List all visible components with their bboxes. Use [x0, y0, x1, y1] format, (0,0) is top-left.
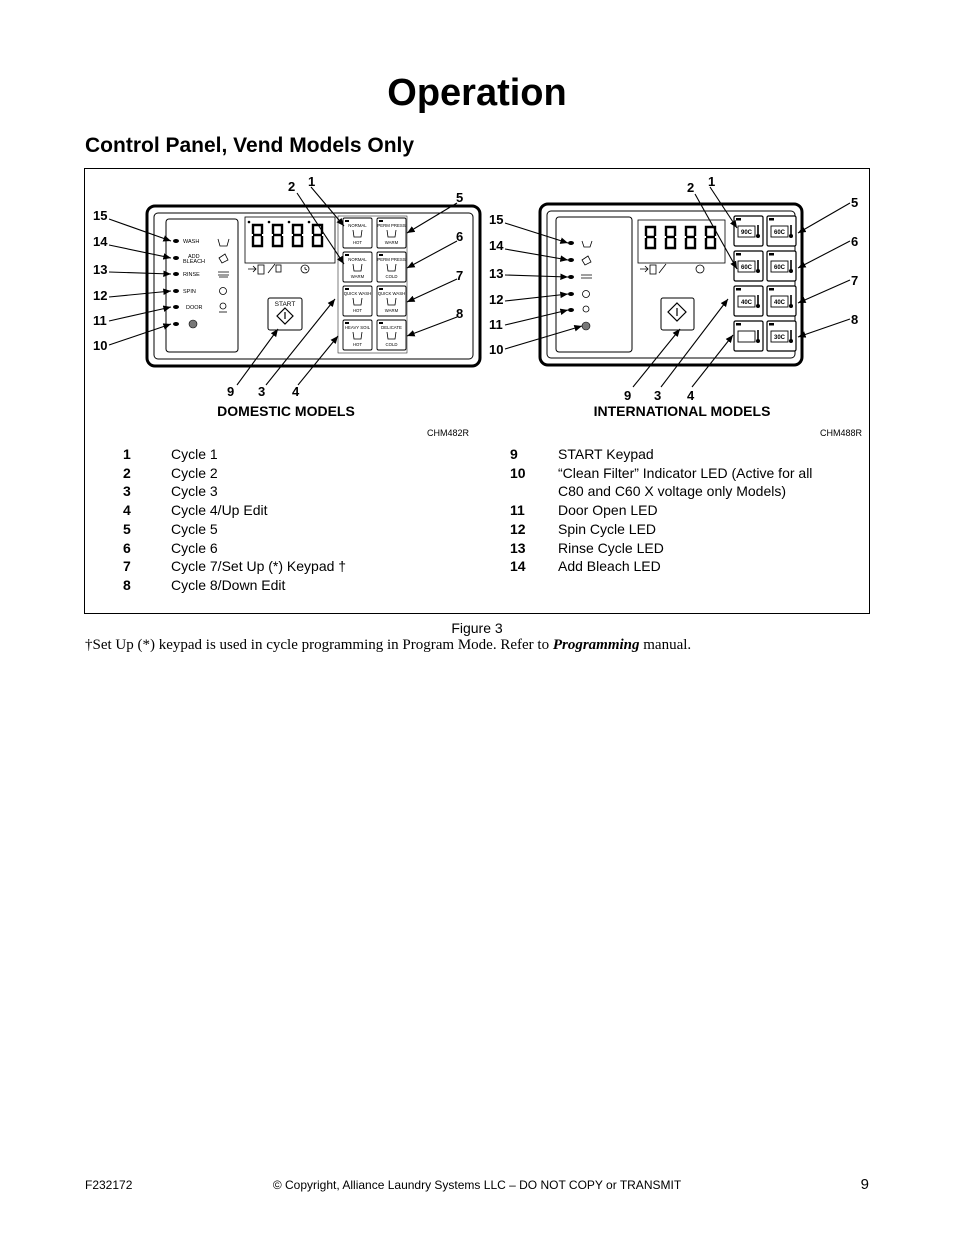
footer-doc-id: F232172 [85, 1178, 133, 1192]
keypad-temperature: WARM [384, 308, 399, 313]
keypad-cycle-name: HEAVY SOIL [344, 325, 371, 330]
legend-item [123, 464, 483, 483]
callout-12: 12 [93, 288, 108, 303]
international-cycle-keypad-3[interactable] [734, 251, 763, 281]
domestic-models-label: DOMESTIC MODELS [217, 403, 355, 419]
legend-number: 14 [510, 558, 526, 575]
keypad-cycle-name: PERM PRESS [377, 223, 406, 228]
domestic-start-button[interactable] [268, 298, 302, 330]
legend-text: Cycle 3 [171, 483, 218, 500]
callout-11: 11 [93, 313, 107, 328]
callout-3: 3 [258, 384, 266, 399]
legend-text: Add Bleach LED [558, 558, 661, 575]
callout-14-intl: 14 [489, 238, 504, 253]
legend-item [123, 557, 483, 576]
callout-7: 7 [456, 268, 464, 283]
callout-2: 2 [288, 179, 296, 194]
callout-5: 5 [456, 190, 464, 205]
callout-9-intl: 9 [624, 388, 632, 403]
page-title: Operation [387, 72, 567, 114]
keypad-temperature: HOT [352, 308, 363, 313]
legend-number: 9 [510, 446, 518, 462]
legend-item [123, 445, 483, 464]
callout-8-intl: 8 [851, 312, 859, 327]
callout-8: 8 [456, 306, 464, 321]
domestic-cycle-keypad-5[interactable] [343, 286, 372, 316]
led-label-door: DOOR [186, 305, 203, 311]
footer-copyright: © Copyright, Alliance Laundry Systems LLC – DO NOT COPY or TRANSMIT [272, 1178, 682, 1192]
domestic-cycle-keypad-1[interactable] [343, 218, 372, 248]
callout-13: 13 [93, 262, 108, 277]
international-start-button[interactable] [661, 298, 694, 330]
led-label-bleach: BLEACH [183, 259, 206, 265]
legend-number: 4 [123, 502, 131, 519]
legend-number: 10 [510, 464, 526, 481]
legend-text: Cycle 4/Up Edit [171, 502, 268, 519]
keypad-temperature: 60C [740, 265, 753, 271]
legend-item [510, 501, 860, 520]
keypad-cycle-name: NORMAL [348, 223, 367, 228]
international-cycle-keypad-8[interactable] [767, 321, 796, 351]
domestic-cycle-keypad-2[interactable] [377, 218, 406, 248]
callout-10-intl: 10 [489, 342, 504, 357]
legend-text: START Keypad [558, 446, 654, 462]
keypad-cycle-name: DELICATE [381, 325, 402, 330]
domestic-cycle-keypad-4[interactable] [377, 252, 406, 282]
legend-text: C80 and C60 X voltage only Models) [558, 483, 787, 500]
legend-number: 8 [123, 576, 131, 593]
callout-5-intl: 5 [851, 195, 859, 210]
callout-3-intl: 3 [654, 388, 662, 403]
international-models-label: INTERNATIONAL MODELS [593, 403, 771, 419]
section-title: Control Panel, Vend Models Only [85, 134, 415, 157]
legend-number: 3 [123, 483, 131, 500]
led-label-rinse: RINSE [183, 272, 200, 278]
keypad-temperature: HOT [352, 342, 363, 347]
keypad-temperature: 40C [773, 300, 786, 306]
callout-7-intl: 7 [851, 273, 859, 288]
keypad-cycle-name: PERM PRESS [377, 257, 406, 262]
legend-number [510, 482, 558, 501]
page-number: 9 [860, 1176, 869, 1193]
legend-text: Cycle 6 [171, 539, 218, 556]
legend-number: 7 [123, 558, 131, 575]
international-figure-code: CHM488R [819, 428, 862, 438]
keypad-temperature: 60C [773, 230, 786, 236]
keypad-cycle-name: NORMAL [348, 257, 367, 262]
keypad-temperature: COLD [385, 274, 398, 279]
callout-4-intl: 4 [687, 388, 695, 403]
led-label-spin: SPIN [183, 289, 196, 295]
footnote-text: †Set Up (*) keypad is used in cycle programming in Program Mode. Refer to [85, 637, 553, 653]
led-label-add: ADD [188, 254, 200, 260]
legend-number: 2 [123, 464, 131, 481]
keypad-temperature: WARM [384, 240, 399, 245]
domestic-cycle-keypad-6[interactable] [377, 286, 406, 316]
keypad-cycle-name: QUICK WASH [343, 291, 372, 296]
international-cycle-keypad-4[interactable] [767, 251, 796, 281]
callout-6: 6 [456, 229, 464, 244]
legend-item [510, 445, 860, 464]
legend-text: Spin Cycle LED [558, 520, 657, 537]
legend-item [123, 576, 483, 595]
legend-text: Cycle 1 [171, 446, 218, 462]
led-label-wash: WASH [183, 239, 200, 245]
legend-number: 12 [510, 520, 526, 537]
legend-item [123, 539, 483, 558]
legend-number: 6 [123, 539, 131, 556]
legend-number: 5 [123, 520, 131, 537]
keypad-temperature: HOT [352, 240, 363, 245]
footnote-end: manual. [639, 637, 692, 653]
legend-text: Door Open LED [558, 502, 658, 519]
legend-item [510, 482, 860, 501]
domestic-figure-code: CHM482R [426, 428, 469, 438]
callout-2-intl: 2 [687, 180, 695, 195]
callout-11-intl: 11 [489, 317, 503, 332]
legend-text: Cycle 7/Set Up (*) Keypad † [171, 558, 347, 575]
callout-1-intl: 1 [708, 174, 716, 189]
callout-9: 9 [227, 384, 235, 399]
start-label: START [274, 301, 296, 308]
international-cycle-keypad-7[interactable] [734, 321, 763, 351]
international-cycle-keypad-5[interactable] [734, 286, 763, 316]
callout-1: 1 [308, 174, 316, 189]
legend-text: Cycle 8/Down Edit [171, 576, 286, 593]
legend-number: 13 [510, 539, 526, 556]
legend-item [510, 539, 860, 558]
legend-item [123, 501, 483, 520]
footnote-emphasis: Programming [552, 637, 640, 653]
keypad-temperature: 60C [773, 265, 786, 271]
keypad-cycle-name: QUICK WASH [377, 291, 406, 296]
legend-item [510, 557, 860, 576]
legend-text: Cycle 5 [171, 520, 218, 537]
legend-item [510, 464, 860, 483]
keypad-temperature: 90C [740, 230, 753, 236]
keypad-temperature: WARM [350, 274, 365, 279]
keypad-temperature: 30C [773, 335, 786, 341]
legend-left [123, 445, 483, 595]
international-cycle-keypad-6[interactable] [767, 286, 796, 316]
callout-6-intl: 6 [851, 234, 859, 249]
domestic-panel [147, 206, 480, 366]
international-cycle-keypad-2[interactable] [767, 216, 796, 246]
callout-10: 10 [93, 338, 108, 353]
legend-text: Rinse Cycle LED [558, 539, 664, 556]
callout-13-intl: 13 [489, 266, 504, 281]
legend-number: 11 [510, 502, 525, 519]
figure-box [84, 168, 870, 614]
callout-12-intl: 12 [489, 292, 504, 307]
callout-14: 14 [93, 234, 108, 249]
legend-right [510, 445, 860, 576]
keypad-temperature: 40C [740, 300, 753, 306]
legend-number: 1 [123, 446, 131, 462]
figure-caption: Figure 3 [451, 620, 503, 636]
legend-text: “Clean Filter” Indicator LED (Active for all [558, 464, 813, 481]
clean-filter-led-icon [189, 320, 197, 328]
domestic-cycle-keypad-8[interactable] [377, 320, 406, 350]
callout-4: 4 [292, 384, 300, 399]
domestic-cycle-keypad-7[interactable] [343, 320, 372, 350]
domestic-cycle-keypad-3[interactable] [343, 252, 372, 282]
callout-15: 15 [93, 208, 108, 223]
legend-item [123, 482, 483, 501]
legend-item [510, 520, 860, 539]
international-cycle-keypad-1[interactable] [734, 216, 763, 246]
callout-15-intl: 15 [489, 212, 504, 227]
keypad-temperature: COLD [385, 342, 398, 347]
footnote [85, 637, 691, 654]
legend-item [123, 520, 483, 539]
legend-text: Cycle 2 [171, 464, 218, 481]
